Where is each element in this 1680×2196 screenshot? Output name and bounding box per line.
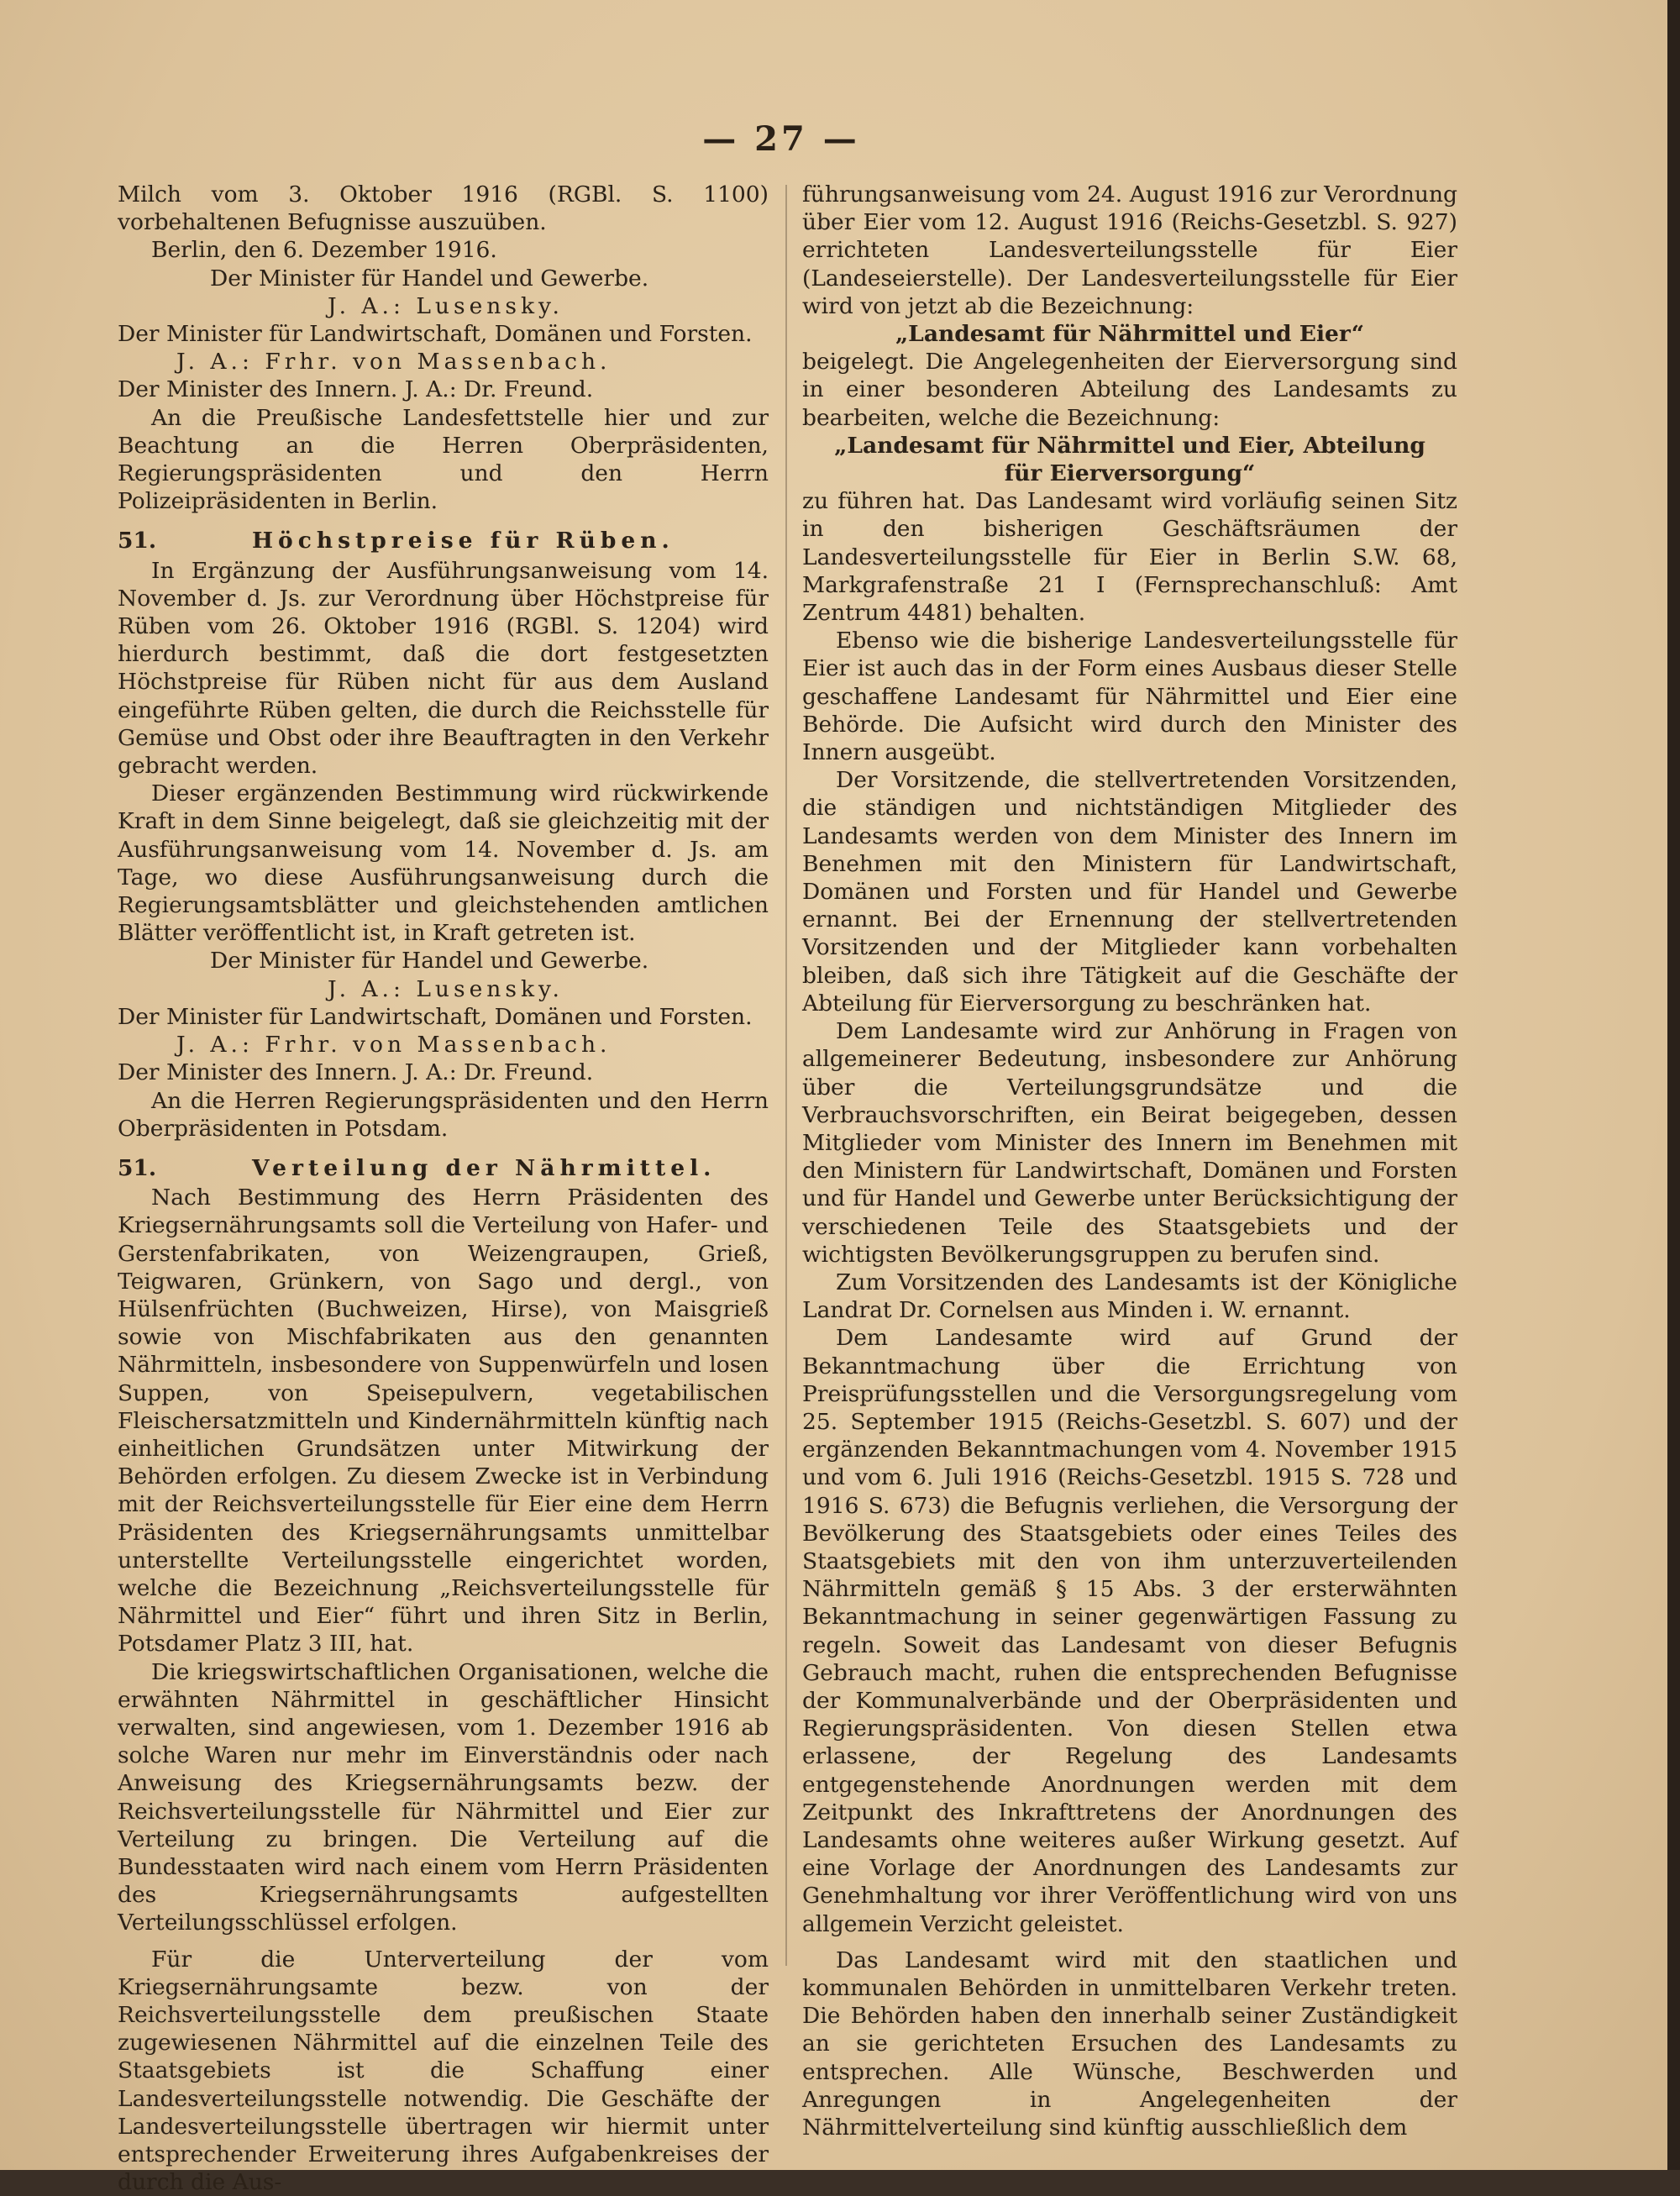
paragraph: Dieser ergänzenden Bestimmung wird rückwirkende Kraft in dem Sinne beigelegt, daß sie gleichzeitig mit der Ausführungsanweisung vom 14. November d. Js. am Tage, wo diese Ausführungsanweisung durch die Regierungsamtsblätter und gleichstehenden amtlichen Blätter veröffentlicht ist, in Kraft getreten ist. bbox=[118, 780, 769, 947]
signature-line: Der Minister des Innern. J. A.: Dr. Freund. bbox=[118, 1059, 594, 1086]
left-column bbox=[118, 181, 769, 2196]
signature-line: Der Minister für Handel und Gewerbe. bbox=[210, 948, 649, 975]
address-line: An die Preußische Landesfettstelle hier und zur Beachtung an die Herren Oberpräsidenten, Regierungspräsidenten und den Herrn Polizeipräsidenten in Berlin. bbox=[118, 404, 769, 515]
paragraph: In Ergänzung der Ausführungsanweisung vom 14. November d. Js. zur Verordnung über Höchstpreise für Rüben vom 26. Oktober 1916 (RGBl. S. 1204) wird hierdurch bestimmt, daß die dort festgesetzten Höchstpreise für Rüben nicht für aus dem Ausland eingeführte Rüben gelten, die durch die Reichsstelle für Gemüse und Obst oder ihre Beauftragten in den Verkehr gebracht werden. bbox=[118, 557, 769, 780]
date-line: Berlin, den 6. Dezember 1916. bbox=[151, 237, 497, 264]
section-heading bbox=[118, 1154, 769, 1182]
signature-line: Der Minister für Handel und Gewerbe. bbox=[210, 265, 649, 292]
paragraph: Der Vorsitzende, die stellvertretenden Vorsitzenden, die ständigen und nichtständigen Mitglieder des Landesamts werden von dem Minister des Innern im Benehmen mit den Ministern für Landwirtschaft, Domänen und Forsten und für Handel und Gewerbe ernannt. Bei der Ernennung der stellvertretenden Vorsitzenden und der Mitglieder kann vorbehalten bleiben, daß sich ihre Tätigkeit auf die Geschäfte der Abteilung für Eierversorgung zu beschränken hat. bbox=[802, 767, 1457, 1017]
page-number: — 27 — bbox=[702, 119, 860, 159]
section-title: Höchstpreise für Rüben. bbox=[252, 528, 675, 554]
paragraph: Dem Landesamte wird auf Grund der Bekanntmachung über die Errichtung von Preisprüfungsstellen und die Versorgungsregelung vom 25. September 1915 (Reichs-Gesetzbl. S. 607) und der ergänzenden Bekanntmachungen vom 4. November 1915 und vom 6. Juli 1916 (Reichs-Gesetzbl. 1915 S. 728 und 1916 S. 673) die Befugnis verliehen, die Versorgung der Bevölkerung des Staatsgebiets oder eines Teiles des Staatsgebiets mit den von ihm unterzuverteilenden Nährmitteln gemäß § 15 Abs. 3 der ersterwähnten Bekanntmachung in seiner gegenwärtigen Fassung zu regeln. Soweit das Landesamt von dieser Befugnis Gebrauch macht, ruhen die entsprechenden Befugnisse der Kommunalverbände und der Oberpräsidenten und Regierungspräsidenten. Von diesen Stellen etwa erlassene, der Regelung des Landesamts entgegenstehende Anordnungen werden mit dem Zeitpunkt des Inkrafttretens der Anordnungen des Landesamts ohne weiteres außer Wirkung gesetzt. Auf eine Vorlage der Anordnungen des Landesamts zur Genehmhaltung vor ihrer Veröffentlichung wird von uns allgemein Verzicht geleistet. bbox=[802, 1325, 1457, 1937]
section-number: 51. bbox=[118, 1154, 157, 1181]
signature-name: J. A.: Frhr. von Massenbach. bbox=[176, 349, 612, 376]
signature-name: J. A.: Frhr. von Massenbach. bbox=[176, 1032, 612, 1059]
quoted-designation: „Landesamt für Nährmittel und Eier“ bbox=[895, 321, 1365, 348]
signature-name: J. A.: Lusensky. bbox=[328, 292, 564, 319]
section-heading bbox=[118, 527, 769, 554]
paragraph: Die kriegswirtschaftlichen Organisationen, welche die erwähnten Nährmittel in geschäftlicher Hinsicht verwalten, sind angewiesen, vom 1. Dezember 1916 ab solche Waren nur mehr im Einverständnis oder nach Anweisung des Kriegsernährungsamts bezw. der Reichsverteilungsstelle für Nährmittel und Eier zur Verteilung zu bringen. Die Verteilung auf die Bundesstaaten wird nach einem vom Herrn Präsidenten des Kriegsernährungsamts aufgestellten Verteilungsschlüssel erfolgen. bbox=[118, 1658, 769, 1936]
paragraph: Nach Bestimmung des Herrn Präsidenten des Kriegsernährungsamts soll die Verteilung von Hafer- und Gerstenfabrikaten, von Weizengraupen, Grieß, Teigwaren, Grünkern, von Sago und dergl., von Hülsenfrüchten (Buchweizen, Hirse), von Maisgrieß sowie von Mischfabrikaten aus den genannten Nährmitteln, insbesondere von Suppenwürfeln und losen Suppen, von Speisepulvern, vegetabilischen Fleischersatzmitteln und Kindernährmitteln künftig nach einheitlichen Grundsätzen unter Mitwirkung der Behörden erfolgen. Zu diesem Zwecke ist in Verbindung mit der Reichsverteilungsstelle für Eier eine dem Herrn Präsidenten des Kriegsernährungsamts unmittelbar unterstellte Verteilungsstelle eingerichtet worden, welche die Bezeichnung „Reichsverteilungsstelle für Nährmittel und Eier“ führt und ihren Sitz in Berlin, Potsdamer Platz 3 III, hat. bbox=[118, 1185, 769, 1658]
scan-edge bbox=[1667, 0, 1680, 2170]
paragraph: Für die Unterverteilung der vom Kriegsernährungsamte bezw. von der Reichsverteilungsstelle dem preußischen Staate zugewiesenen Nährmittel auf die einzelnen Teile des Staatsgebiets ist die Schaffung einer Landesverteilungsstelle notwendig. Die Geschäfte der Landesverteilungsstelle übertragen wir hiermit unter entsprechender Erweiterung ihres Aufgabenkreises der durch die Aus- bbox=[118, 1946, 769, 2196]
paragraph: führungsanweisung vom 24. August 1916 zur Verordnung über Eier vom 12. August 1916 (Reichs-Gesetzbl. S. 927) errichteten Landesverteilungsstelle für Eier (Landeseierstelle). Der Landesverteilungsstelle für Eier wird von jetzt ab die Bezeichnung: bbox=[802, 181, 1457, 319]
signature-line: Der Minister für Landwirtschaft, Domänen und Forsten. bbox=[118, 321, 753, 348]
paragraph: Zum Vorsitzenden des Landesamts ist der Königliche Landrat Dr. Cornelsen aus Minden i. W. ernannt. bbox=[802, 1269, 1457, 1324]
section-title: Verteilung der Nährmittel. bbox=[252, 1154, 717, 1181]
address-line: An die Herren Regierungspräsidenten und den Herrn Oberpräsidenten in Potsdam. bbox=[118, 1087, 769, 1142]
quoted-designation: „Landesamt für Nährmittel und Eier, Abteilung bbox=[834, 432, 1425, 459]
paragraph: beigelegt. Die Angelegenheiten der Eierversorgung sind in einer besonderen Abteilung des Landesamts zu bearbeiten, welche die Bezeichnung: bbox=[802, 349, 1457, 431]
right-column bbox=[802, 181, 1457, 2141]
column-divider bbox=[785, 185, 787, 1966]
signature-line: Der Minister für Landwirtschaft, Domänen und Forsten. bbox=[118, 1003, 753, 1030]
signature-name: J. A.: Lusensky. bbox=[328, 975, 564, 1002]
section-number: 51. bbox=[118, 528, 157, 554]
paragraph: Ebenso wie die bisherige Landesverteilungsstelle für Eier ist auch das in der Form eines Ausbaus dieser Stelle geschaffene Landesamt für Nährmittel und Eier eine Behörde. Die Aufsicht wird durch den Minister des Innern ausgeübt. bbox=[802, 628, 1457, 766]
quoted-designation: für Eierversorgung“ bbox=[1004, 460, 1256, 487]
paragraph: Milch vom 3. Oktober 1916 (RGBl. S. 1100) vorbehaltenen Befugnisse auszuüben. bbox=[118, 181, 769, 236]
signature-line: Der Minister des Innern. J. A.: Dr. Freund. bbox=[118, 376, 594, 403]
paragraph: Das Landesamt wird mit den staatlichen und kommunalen Behörden in unmittelbaren Verkehr treten. Die Behörden haben den innerhalb seiner Zuständigkeit an sie gerichteten Ersuchen des Landesamts zu entsprechen. Alle Wünsche, Beschwerden und Anregungen in Angelegenheiten der Nährmittelverteilung sind künftig ausschließlich dem bbox=[802, 1946, 1457, 2141]
paragraph: Dem Landesamte wird zur Anhörung in Fragen von allgemeinerer Bedeutung, insbesondere zur Anhörung über die Verteilungsgrundsätze und die Verbrauchsvorschriften, ein Beirat beigegeben, dessen Mitglieder vom Minister des Innern im Benehmen mit den Ministern für Landwirtschaft, Domänen und Forsten und für Handel und Gewerbe unter Berücksichtigung der verschiedenen Teile des Staatsgebiets und der wichtigsten Bevölkerungsgruppen zu berufen sind. bbox=[802, 1018, 1457, 1268]
paragraph: zu führen hat. Das Landesamt wird vorläufig seinen Sitz in den bisherigen Geschäftsräumen der Landesverteilungsstelle für Eier in Berlin S.W. 68, Markgrafenstraße 21 I (Fernsprechanschluß: Amt Zentrum 4481) behalten. bbox=[802, 488, 1457, 627]
